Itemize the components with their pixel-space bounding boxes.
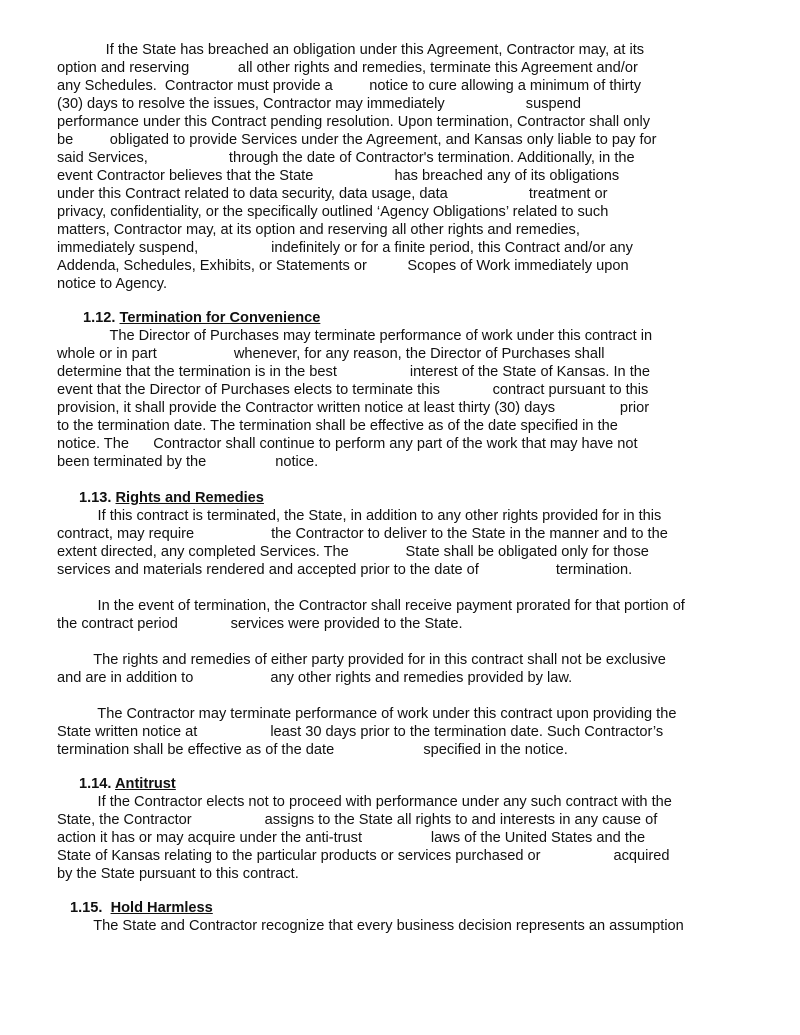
text-line: said Services, through the date of Contractor's termination. Additionally, in the <box>57 150 635 166</box>
section-number: 1.15. <box>70 900 111 916</box>
text-line: determine that the termination is in the best interest of the State of Kansas. In the <box>57 364 650 380</box>
text-line: option and reserving all other rights and remedies, terminate this Agreement and/or <box>57 60 638 76</box>
text-line: In the event of termination, the Contractor shall receive payment prorated for that portion of <box>57 598 685 614</box>
text-line: under this Contract related to data security, data usage, data treatment or <box>57 186 608 202</box>
text-line: immediately suspend, indefinitely or for a finite period, this Contract and/or any <box>57 240 633 256</box>
text-line: to the termination date. The termination shall be effective as of the date specified in the <box>57 418 618 434</box>
text-line: whole or in part whenever, for any reason, the Director of Purchases shall <box>57 346 605 362</box>
text-line: notice. The Contractor shall continue to perform any part of the work that may have not <box>57 436 638 452</box>
text-line: State of Kansas relating to the particular products or services purchased or acquired <box>57 848 670 864</box>
text-line: The State and Contractor recognize that every business decision represents an assumption <box>57 918 684 934</box>
section-title: Termination for Convenience <box>119 310 321 326</box>
text-line: (30) days to resolve the issues, Contractor may immediately suspend <box>57 96 581 112</box>
text-line: been terminated by the notice. <box>57 454 319 470</box>
text-line: If the Contractor elects not to proceed with performance under any such contract with the <box>57 794 672 810</box>
text-line: notice to Agency. <box>57 276 168 292</box>
section-heading <box>70 899 213 917</box>
section-title: Hold Harmless <box>110 900 213 916</box>
section-heading <box>83 309 320 327</box>
text-line: State written notice at least 30 days prior to the termination date. Such Contractor’s <box>57 724 664 740</box>
section-heading <box>79 775 176 793</box>
text-line: provision, it shall provide the Contractor written notice at least thirty (30) days prior <box>57 400 650 416</box>
text-line: The Director of Purchases may terminate performance of work under this contract in <box>57 328 653 344</box>
text-line: termination shall be effective as of the date specified in the notice. <box>57 742 568 758</box>
text-line: and are in addition to any other rights and remedies provided by law. <box>57 670 573 686</box>
section-heading <box>79 489 264 507</box>
text-line: The rights and remedies of either party provided for in this contract shall not be exclusive <box>57 652 666 668</box>
text-line: contract, may require the Contractor to deliver to the State in the manner and to the <box>57 526 668 542</box>
text-line: State, the Contractor assigns to the State all rights to and interests in any cause of <box>57 812 658 828</box>
text-line: performance under this Contract pending resolution. Upon termination, Contractor shall only <box>57 114 650 130</box>
text-line: If the State has breached an obligation under this Agreement, Contractor may, at its <box>57 42 645 58</box>
text-line: matters, Contractor may, at its option and reserving all other rights and remedies, <box>57 222 580 238</box>
text-line: action it has or may acquire under the anti-trust laws of the United States and the <box>57 830 646 846</box>
section-number: 1.13. <box>79 490 116 506</box>
text-line: If this contract is terminated, the State, in addition to any other rights provided for in this <box>57 508 662 524</box>
text-line: the contract period services were provided to the State. <box>57 616 463 632</box>
section-number: 1.14. <box>79 776 115 792</box>
section-title: Antitrust <box>114 776 176 792</box>
text-line: by the State pursuant to this contract. <box>57 866 299 882</box>
text-line: Addenda, Schedules, Exhibits, or Statements or Scopes of Work immediately upon <box>57 258 629 274</box>
text-line: event Contractor believes that the State has breached any of its obligations <box>57 168 620 184</box>
text-line: any Schedules. Contractor must provide a notice to cure allowing a minimum of thirty <box>57 78 642 94</box>
text-line: The Contractor may terminate performance of work under this contract upon providing the <box>57 706 677 722</box>
section-title: Rights and Remedies <box>115 490 264 506</box>
text-line: privacy, confidentiality, or the specifically outlined ‘Agency Obligations’ related to such <box>57 204 609 220</box>
text-line: event that the Director of Purchases elects to terminate this contract pursuant to this <box>57 382 649 398</box>
text-line: extent directed, any completed Services. The State shall be obligated only for those <box>57 544 649 560</box>
section-number: 1.12. <box>83 310 120 326</box>
text-line: services and materials rendered and accepted prior to the date of termination. <box>57 562 633 578</box>
text-line: be obligated to provide Services under the Agreement, and Kansas only liable to pay for <box>57 132 657 148</box>
